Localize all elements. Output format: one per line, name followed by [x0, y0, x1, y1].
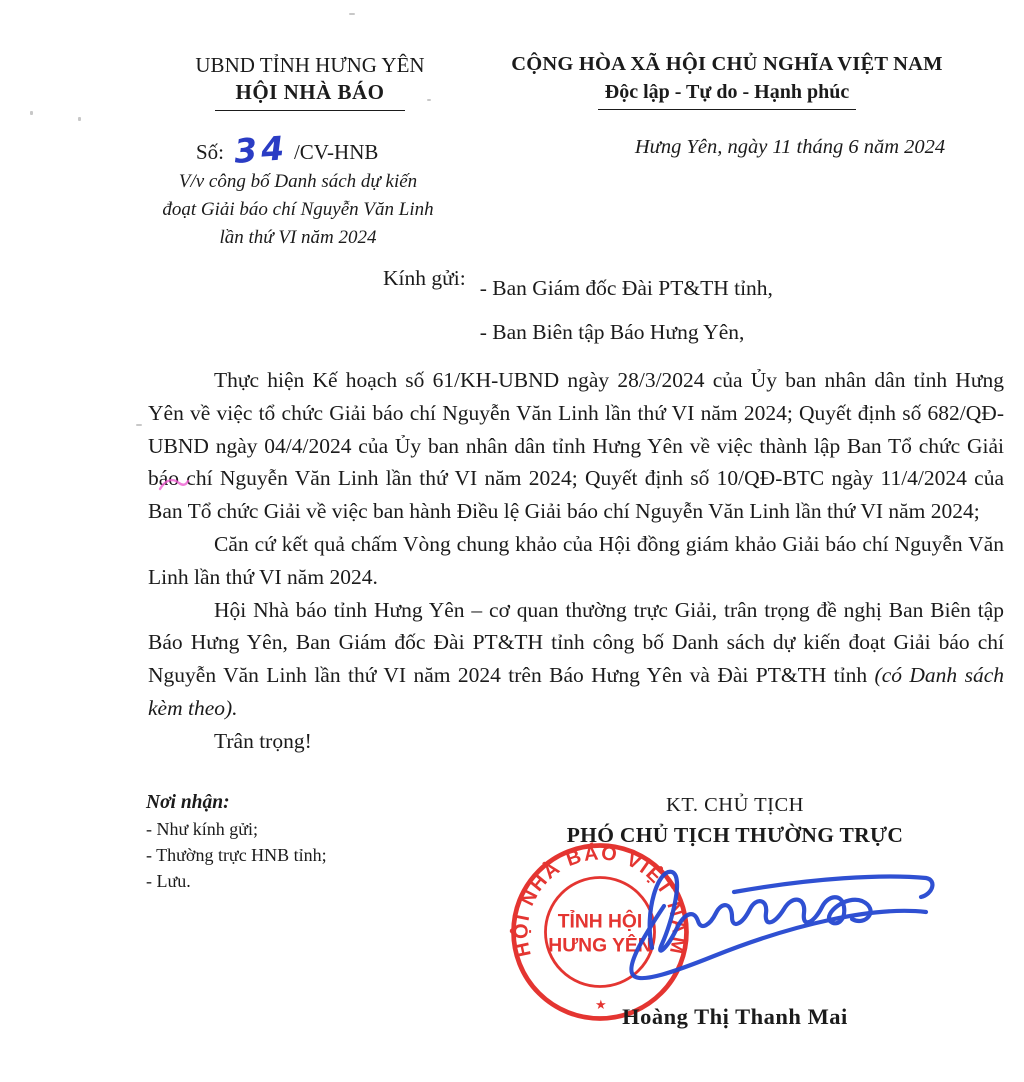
recipients-block [383, 266, 773, 354]
org-name-underline [215, 110, 405, 111]
issuing-org-block [160, 52, 460, 111]
org-name: HỘI NHÀ BÁO [235, 80, 385, 104]
signer-role-line: PHÓ CHỦ TỊCH THƯỜNG TRỰC [566, 823, 904, 847]
scan-speck [78, 117, 81, 121]
national-motto: Độc lập - Tự do - Hạnh phúc [604, 81, 850, 103]
date-line: Hưng Yên, ngày 11 tháng 6 năm 2024 [634, 136, 946, 158]
stamp-center-line1: TỈNH HỘI [557, 911, 643, 933]
national-header-block [472, 50, 982, 110]
distribution-item: - Như kính gửi; [146, 819, 259, 839]
stamp-star-icon: ★ [595, 997, 607, 1013]
body-paragraph-3-main: Hội Nhà báo tỉnh Hưng Yên – cơ quan thường trực Giải, trân trọng đề nghị Ban Biên tập Báo Hưng Yên, Ban Giám đốc Đài PT&TH tỉnh công bố Danh sách dự kiến đoạt Giải báo chí Nguyễn Văn Linh lần thứ VI năm 2024 trên Báo Hưng Yên và Đài PT&TH tỉnh [148, 597, 1004, 688]
body-paragraph-3-attachment-note: (có Danh sách kèm theo). [148, 663, 1004, 720]
motto-underline [598, 109, 856, 110]
pink-pen-mark [158, 476, 190, 494]
handwritten-doc-number: 34 [232, 128, 290, 171]
recipient-item: - Ban Giám đốc Đài PT&TH tỉnh, [479, 276, 773, 300]
doc-number-suffix: /CV-HNB [293, 140, 379, 164]
stamp-ring-text: HỘI NHÀ BÁO VIỆT NAM [510, 842, 690, 959]
scan-speck [136, 424, 142, 426]
recipients-list [480, 266, 773, 354]
subject-block [140, 168, 456, 252]
subject-line: V/v công bố Danh sách dự kiến [178, 171, 418, 192]
org-parent-name: UBND TỈNH HƯNG YÊN [195, 53, 425, 77]
body-paragraph-2: Căn cứ kết quả chấm Vòng chung khảo của Hội đồng giám khảo Giải báo chí Nguyễn Văn Linh lần thứ VI năm 2024. [148, 531, 1004, 589]
scan-speck [30, 111, 33, 115]
subject-line: lần thứ VI năm 2024 [219, 227, 377, 248]
distribution-item: - Thường trực HNB tỉnh; [146, 845, 327, 865]
signer-name: Hoàng Thị Thanh Mai [622, 1004, 848, 1029]
closing-line: Trân trọng! [214, 728, 312, 753]
doc-number-label: Số: [196, 140, 225, 164]
handwritten-signature [612, 850, 948, 992]
letter-body [148, 364, 1004, 758]
distribution-block [146, 790, 327, 894]
document-number-line [196, 128, 379, 171]
recipients-label: Kính gửi: [383, 266, 466, 290]
signature-top-flourish [734, 877, 932, 897]
scan-speck [349, 13, 355, 15]
subject-line: đoạt Giải báo chí Nguyễn Văn Linh [162, 199, 434, 220]
distribution-label: Nơi nhận: [146, 792, 230, 813]
signature-ink [612, 850, 948, 992]
stamp-center-line2: HƯNG YÊN [548, 935, 652, 957]
body-paragraph-3 [148, 594, 1004, 725]
body-paragraph-1: Thực hiện Kế hoạch số 61/KH-UBND ngày 28/3/2024 của Ủy ban nhân dân tỉnh Hưng Yên về việc tổ chức Giải báo chí Nguyễn Văn Linh lần thứ VI năm 2024; Quyết định số 682/QĐ-UBND ngày 04/4/2024 của Ủy ban nhân dân tỉnh Hưng Yên về việc thành lập Ban Tổ chức Giải báo chí Nguyễn Văn Linh lần thứ VI năm 2024; Quyết định số 10/QĐ-BTC ngày 11/4/2024 của Ban Tổ chức Giải về việc ban hành Điều lệ Giải báo chí Nguyễn Văn Linh lần thứ VI năm 2024; [148, 368, 1004, 524]
kt-chu-tich-line: KT. CHỦ TỊCH [666, 794, 804, 816]
national-title: CỘNG HÒA XÃ HỘI CHỦ NGHĨA VIỆT NAM [511, 53, 943, 75]
recipient-item: - Ban Biên tập Báo Hưng Yên, [479, 320, 745, 344]
distribution-item: - Lưu. [146, 871, 191, 891]
